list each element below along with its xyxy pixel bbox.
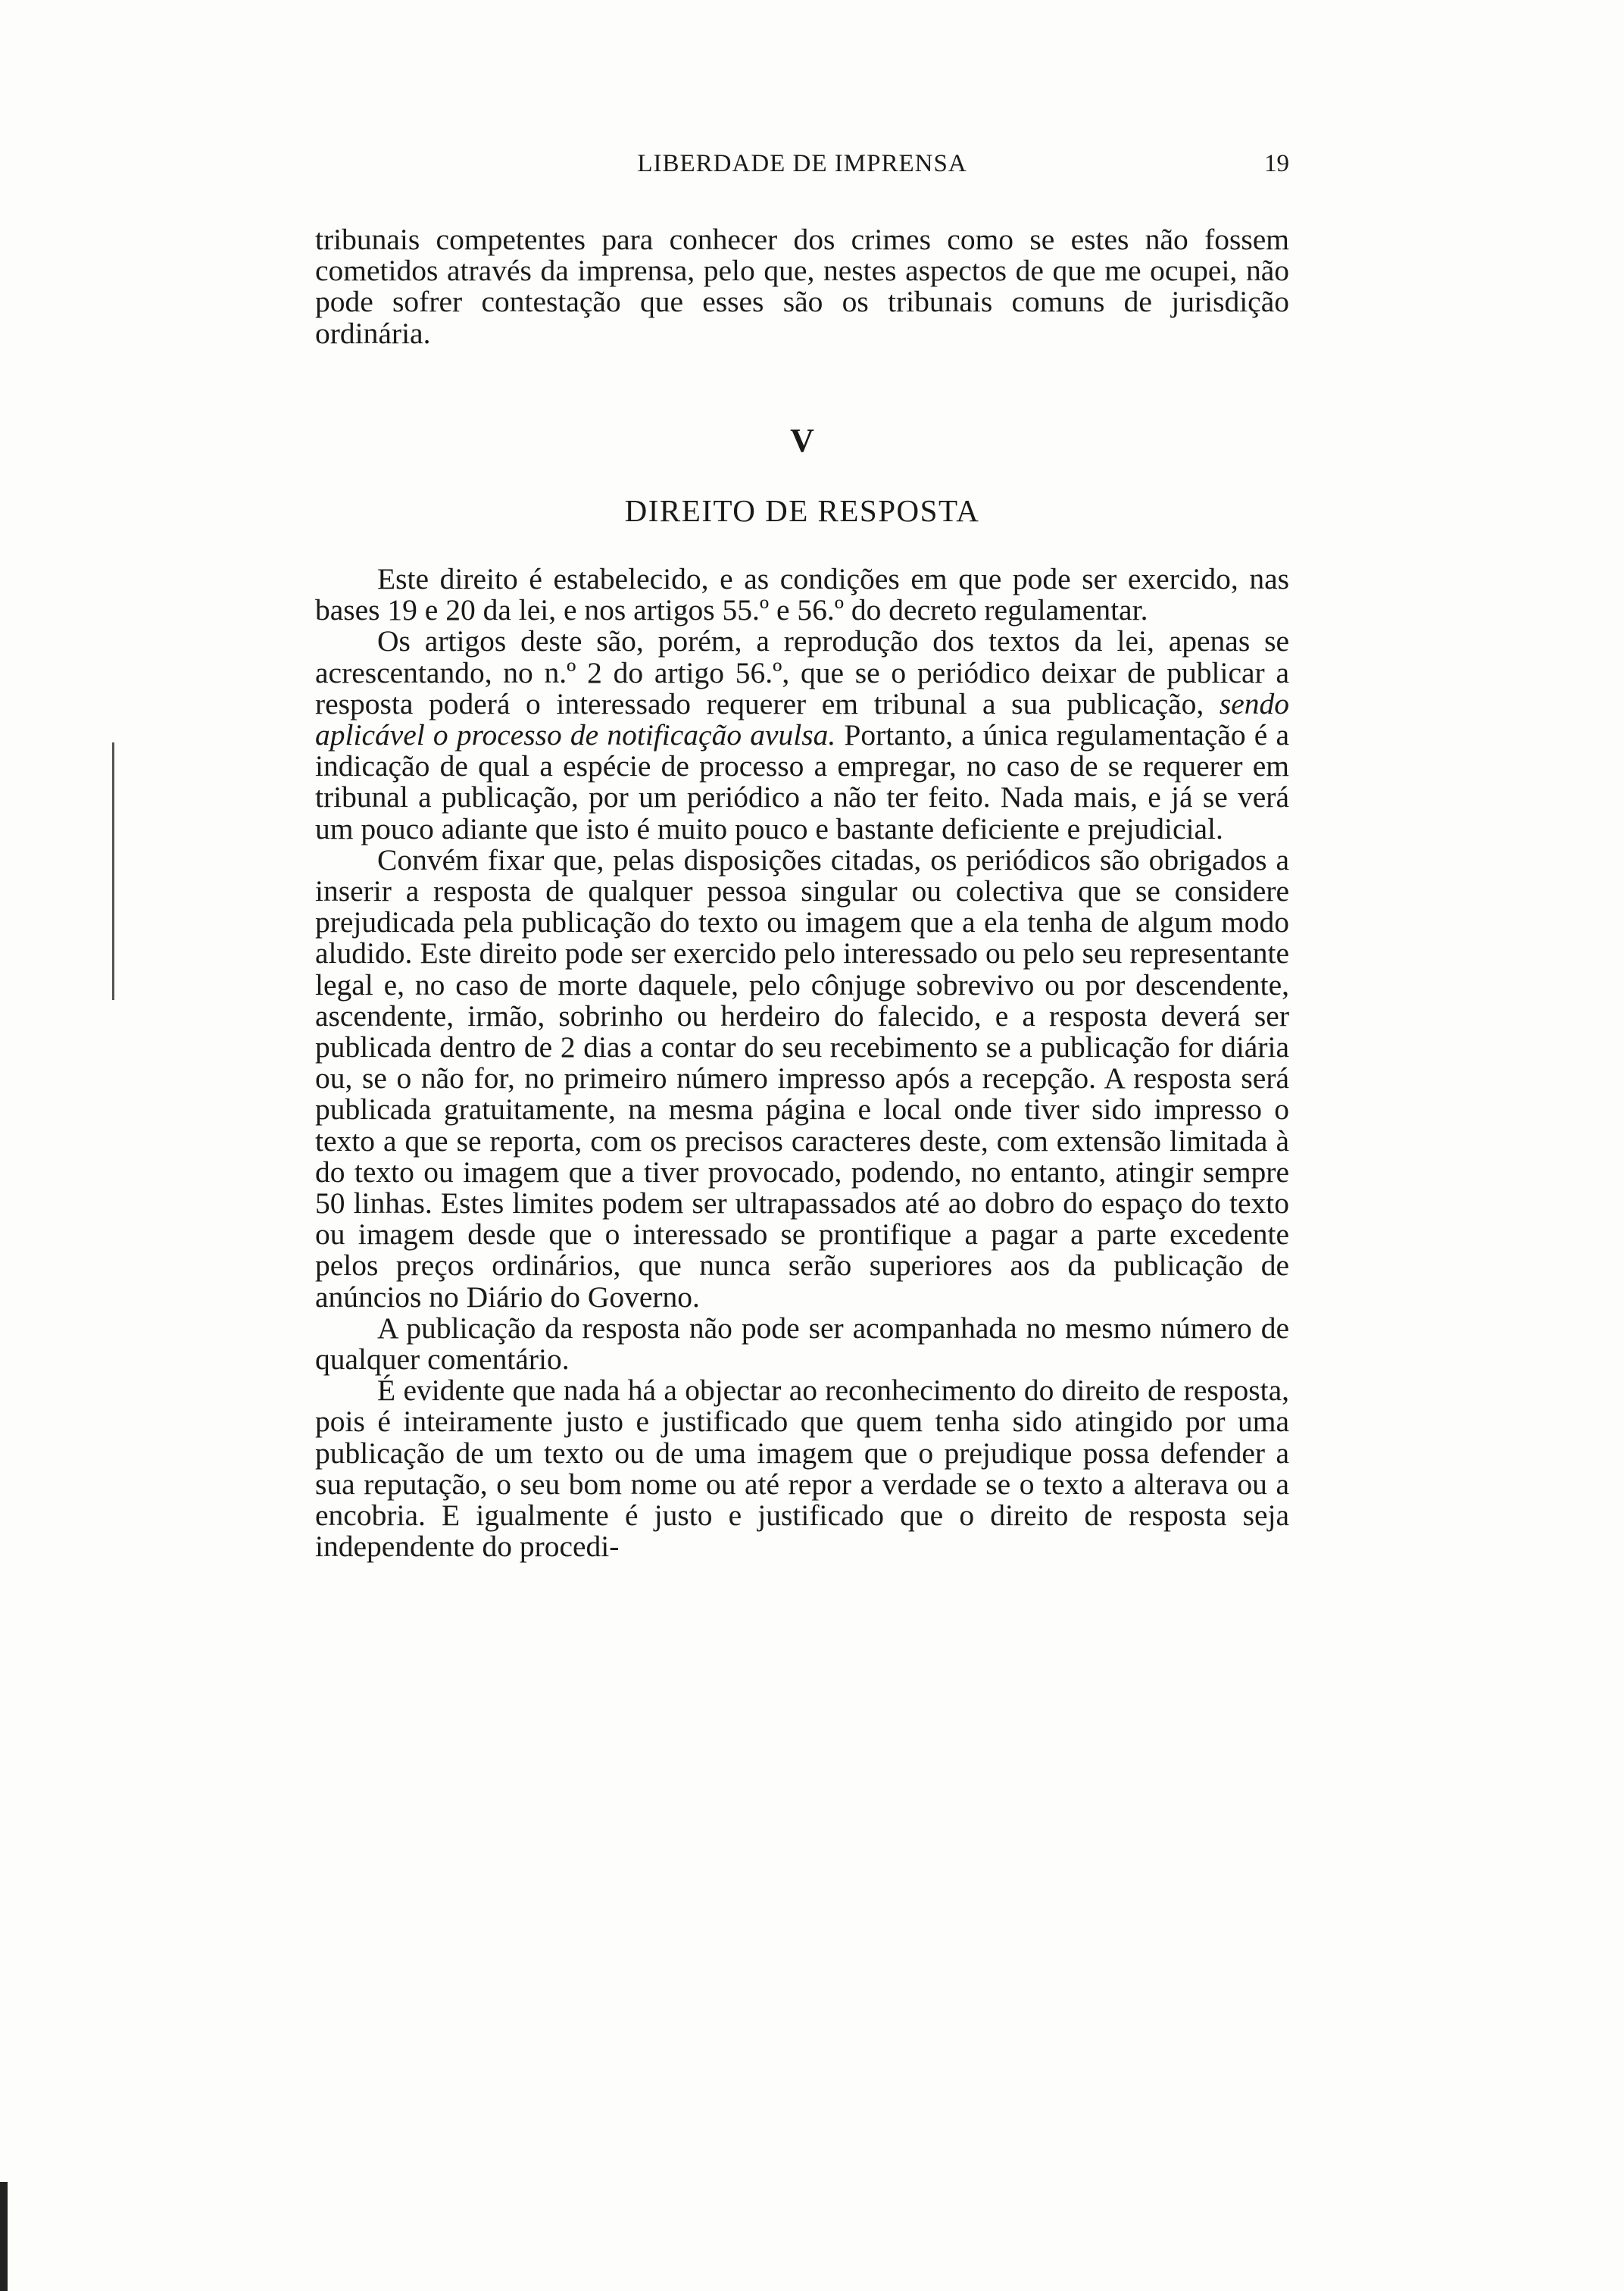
paragraph-2-start: Os artigos deste são, porém, a reprodução dos textos da lei, apenas se acrescentando, no n.º 2 do artigo 56.º, que se o periódico deixar de publicar a resposta poderá o interessado requerer em tribunal a sua publicação, xyxy=(315,624,1289,720)
scan-margin-mark xyxy=(112,742,114,1000)
paragraph-4: A publicação da resposta não pode ser acompanhada no mesmo número de qualquer comentário. xyxy=(315,1311,1289,1377)
page-header xyxy=(315,150,1289,188)
paragraph-3: Convém fixar que, pelas disposições citadas, os periódicos são obrigados a inserir a resposta de qualquer pessoa singular ou colectiva que se considere prejudicada pela publicação do texto ou imagem que a ela tenha de algum modo aludido. Este direito pode ser exercido pelo interessado ou pelo seu representante legal e, no caso de morte daquele, pelo cônjuge sobrevivo ou por descendente, ascendente, irmão, sobrinho ou herdeiro do falecido, e a resposta deverá ser publicada dentro de 2 dias a contar do seu recebimento se a publicação for diária ou, se o não for, no primeiro número impresso após a recepção. A resposta será publicada gratuitamente, na mesma página e local onde tiver sido impresso o texto a que se reporta, com os precisos caracteres deste, com extensão limitada à do texto ou imagem que a tiver provocado, podendo, no entanto, atingir sempre 50 linhas. Estes limites podem ser ultrapassados até ao dobro do espaço do texto ou imagem desde que o interessado se prontifique a pagar a parte excedente pelos preços ordinários, que nunca serão superiores aos da publicação de anúncios no Diário do Governo. xyxy=(315,842,1289,1314)
section-title: DIREITO DE RESPOSTA xyxy=(624,493,980,528)
running-title: LIBERDADE DE IMPRENSA xyxy=(637,150,967,177)
section-numeral: V xyxy=(790,422,814,459)
scan-edge-shadow xyxy=(0,2182,8,2291)
intro-text xyxy=(315,224,1289,349)
section-body xyxy=(315,564,1289,1563)
paragraph-2 xyxy=(315,626,1289,844)
paragraph-1: Este direito é estabelecido, e as condições em que pode ser exercido, nas bases 19 e 20 da lei, e nos artigos 55.º e 56.º do decreto regulamentar. xyxy=(315,562,1289,627)
intro-paragraph: tribunais competentes para conhecer dos crimes como se estes não fossem cometidos através da imprensa, pelo que, nestes aspectos de que me ocupei, não pode sofrer contestação que esses são os tribunais comuns de jurisdição ordinária. xyxy=(315,223,1289,350)
paragraph-2-italic: sendo aplicável o processo de notificação avulsa. xyxy=(315,686,1290,752)
page-number: 19 xyxy=(1264,150,1289,177)
paragraph-2-end: Portanto, a única regulamentação é a indicação de qual a espécie de processo a empregar, no caso de se requerer em tribunal a publicação, por um periódico a não ter feito. Nada mais, e já se verá um pouco adiante que isto é muito pouco e bastante deficiente e prejudicial. xyxy=(315,718,1289,845)
paragraph-5: É evidente que nada há a objectar ao reconhecimento do direito de resposta, pois é inteiramente justo e justificado que quem tenha sido atingido por uma publicação de um texto ou de uma imagem que o prejudique possa defender a sua reputação, o seu bom nome ou até repor a verdade se o texto a alterava ou a encobria. E igualmente é justo e justificado que o direito de resposta seja independente do procedi- xyxy=(315,1374,1289,1564)
